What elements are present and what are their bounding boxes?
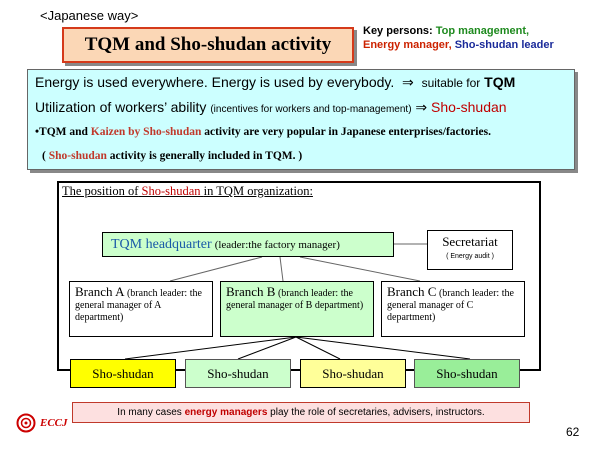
info-line-4-open: ( [42, 150, 46, 162]
info-line-1-text: Energy is used everywhere. Energy is used by everybody. [35, 74, 395, 90]
info-line-3-rest: activity are very popular in Japanese enterprises/factories. [204, 126, 491, 138]
hq-leader: (leader:the factory manager) [214, 238, 340, 251]
key-persons-label: Key persons: [363, 25, 433, 37]
info-line-4-rest: activity is generally included in TQM. ) [109, 150, 303, 162]
key-person-energy-manager: Energy manager, [363, 39, 452, 51]
page-title: TQM and Sho-shudan activity [62, 27, 354, 63]
connector-branch-b-shudan-3 [296, 337, 340, 359]
org-heading-suffix: in TQM organization: [203, 184, 313, 198]
key-person-top-management: Top management, [435, 25, 530, 37]
sho-shudan-node-1: Sho-shudan [70, 359, 176, 388]
sho-shudan-node-2: Sho-shudan [185, 359, 291, 388]
secretariat-node [427, 230, 513, 270]
branch-c-name: Branch C [387, 284, 437, 299]
branch-b-node [220, 281, 374, 337]
info-line-1-suffix: suitable for [421, 76, 481, 90]
page-number: 62 [566, 425, 580, 439]
org-heading-prefix: The position of [62, 184, 139, 198]
eccj-logo-text: ECCJ [40, 417, 68, 429]
energy-manager-note [72, 402, 530, 423]
arrow-icon: ⇒ [402, 74, 414, 90]
org-heading-sho-shudan: Sho-shudan [141, 184, 201, 198]
sho-shudan-node-4: Sho-shudan [414, 359, 520, 388]
connector-hq-branch-b [280, 257, 283, 281]
connector-branch-b-shudan-4 [296, 337, 470, 359]
branch-a-desc: (branch leader: the general manager of A department) [75, 288, 202, 323]
branch-c-desc: (branch leader: the general manager of C department) [387, 288, 514, 323]
info-line-4-sho-shudan: Sho-shudan [48, 150, 107, 162]
connector-branch-b-shudan-1 [125, 337, 296, 359]
connector-hq-branch-c [300, 257, 420, 281]
branch-b-desc: (branch leader: the general manager of B department) [226, 288, 364, 311]
branch-c-node [381, 281, 525, 337]
tqm-headquarter-node [102, 232, 394, 257]
branch-b-name: Branch B [226, 284, 276, 299]
hq-title: TQM headquarter [111, 236, 212, 252]
note-highlight: energy managers [184, 407, 268, 418]
info-line-2-small: (incentives for workers and top-management) [210, 104, 412, 115]
secretariat-subtitle: ( Energy audit ) [446, 253, 494, 260]
branch-a-node [69, 281, 213, 337]
eccj-logo-icon [16, 413, 36, 433]
connector-hq-branch-a [170, 257, 262, 281]
key-person-shudan-leader: Sho-shudan leader [454, 39, 554, 51]
info-line-2-sho-shudan: Sho-shudan [431, 99, 507, 115]
info-line-1-tqm: TQM [484, 74, 516, 90]
info-line-2-text: Utilization of workers’ ability [35, 99, 207, 115]
note-prefix: In many cases [117, 407, 182, 418]
sho-shudan-node-3: Sho-shudan [300, 359, 406, 388]
info-line-3-kaizen: Kaizen by Sho-shudan [90, 126, 202, 138]
branch-a-name: Branch A [75, 284, 125, 299]
info-line-3-bullet: •TQM and [35, 126, 88, 138]
note-suffix: play the role of secretaries, advisers, instructors. [270, 407, 485, 418]
subtitle-japanese-way: <Japanese way> [40, 8, 139, 23]
secretariat-title: Secretariat [442, 234, 498, 249]
arrow-icon: ⇒ [415, 99, 428, 115]
